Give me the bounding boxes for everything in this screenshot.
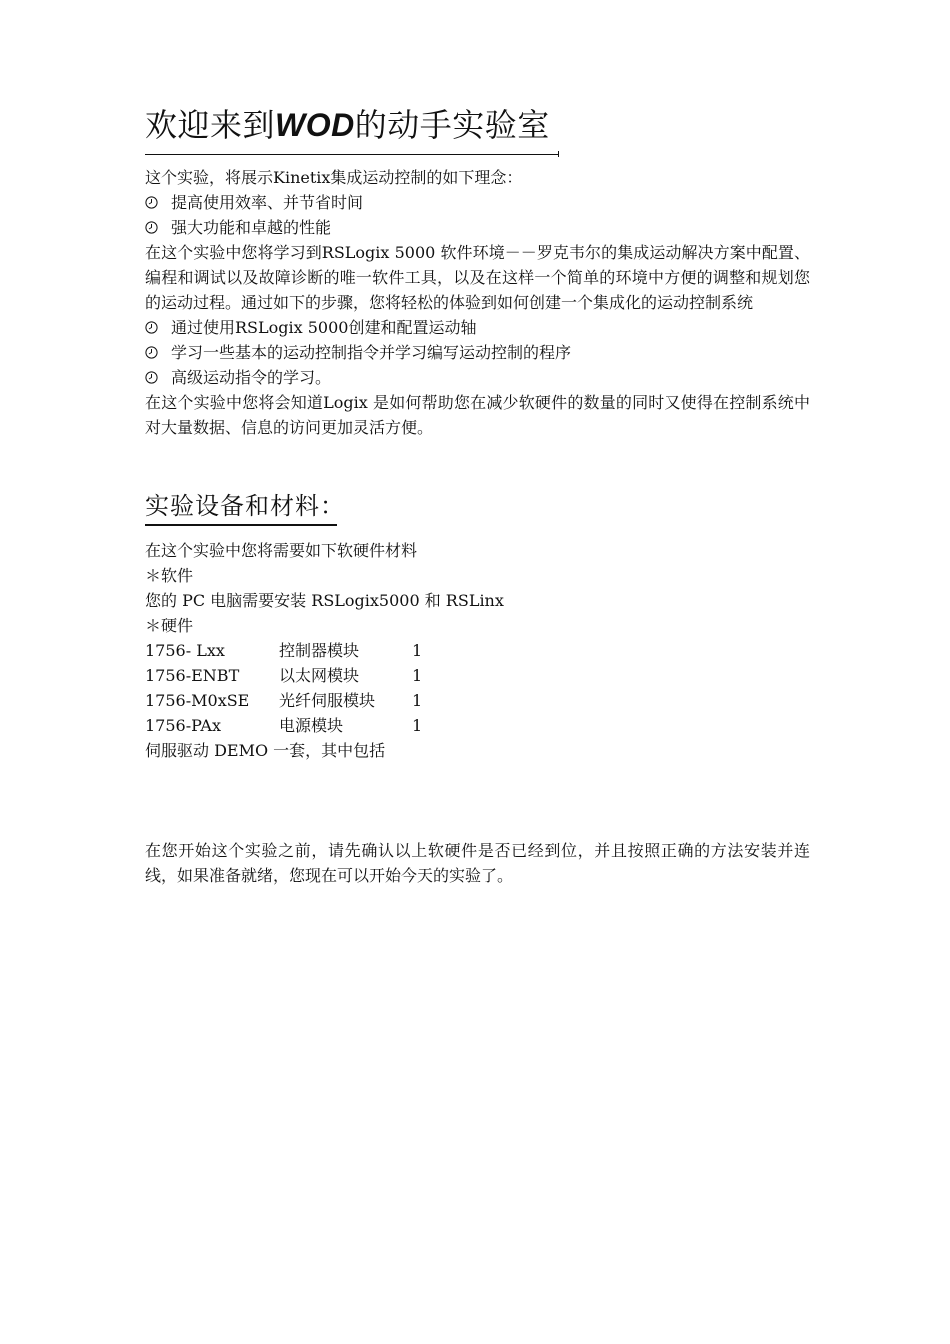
equipment-section bbox=[145, 538, 810, 763]
hardware-qty: 1 bbox=[412, 691, 423, 710]
title-underline-end bbox=[558, 151, 559, 157]
equipment-heading-underline bbox=[145, 524, 337, 526]
step-item bbox=[145, 315, 810, 340]
hardware-row bbox=[145, 688, 810, 713]
concept-item bbox=[145, 215, 810, 240]
hardware-row bbox=[145, 638, 810, 663]
step-label: 高级运动指令的学习。 bbox=[171, 368, 332, 387]
hardware-name: 光纤伺服模块 bbox=[279, 691, 376, 710]
step-label: 学习一些基本的运动控制指令并学习编写运动控制的程序 bbox=[171, 343, 572, 362]
title-prefix: 欢迎来到 bbox=[145, 106, 276, 144]
hardware-qty: 1 bbox=[412, 641, 423, 660]
clock-icon bbox=[145, 371, 158, 384]
hardware-row bbox=[145, 713, 810, 738]
concept-item bbox=[145, 190, 810, 215]
clock-icon bbox=[145, 196, 158, 209]
hardware-name: 以太网模块 bbox=[279, 666, 360, 685]
concept-label: 强大功能和卓越的性能 bbox=[171, 218, 332, 237]
hardware-qty: 1 bbox=[412, 666, 423, 685]
clock-icon bbox=[145, 321, 158, 334]
hardware-name: 控制器模块 bbox=[279, 641, 360, 660]
hardware-row bbox=[145, 663, 810, 688]
title-brand: WOD bbox=[275, 107, 355, 143]
servo-text: 伺服驱动 DEMO 一套，其中包括 bbox=[145, 741, 386, 760]
concept-label: 提高使用效率、并节省时间 bbox=[171, 193, 364, 212]
hardware-part: 1756-PAx bbox=[145, 716, 221, 735]
title-suffix: 的动手实验室 bbox=[354, 106, 550, 144]
intro-closing: 在这个实验中您将会知道Logix 是如何帮助您在减少软硬件的数量的同时又使得在控制系统中对大量数据、信息的访问更加灵活方便。 bbox=[145, 393, 810, 437]
equipment-heading: 实验设备和材料： bbox=[145, 492, 345, 520]
title-underline bbox=[145, 154, 559, 155]
software-text: 您的 PC 电脑需要安装 RSLogix5000 和 RSLinx bbox=[145, 591, 504, 610]
hardware-name: 电源模块 bbox=[279, 716, 344, 735]
page-title bbox=[145, 103, 550, 147]
step-item bbox=[145, 365, 810, 390]
hardware-part: 1756-ENBT bbox=[145, 666, 240, 685]
intro-paragraph: 在这个实验中您将学习到RSLogix 5000 软件环境－－罗克韦尔的集成运动解决方案中配置、编程和调试以及故障诊断的唯一软件工具，以及在这样一个简单的环境中方便的调整和规划您的运动过程。通过如下的步骤，您将轻松的体验到如何创建一个集成化的运动控制系统 bbox=[145, 243, 810, 312]
hardware-qty: 1 bbox=[412, 716, 423, 735]
step-item bbox=[145, 340, 810, 365]
intro-lead: 这个实验，将展示Kinetix集成运动控制的如下理念： bbox=[145, 168, 523, 187]
final-note: 在您开始这个实验之前，请先确认以上软硬件是否已经到位，并且按照正确的方法安装并连线，如果准备就绪，您现在可以开始今天的实验了。 bbox=[145, 841, 810, 885]
hardware-label: ＊硬件 bbox=[145, 616, 194, 635]
clock-icon bbox=[145, 346, 158, 359]
clock-icon bbox=[145, 221, 158, 234]
hardware-part: 1756- Lxx bbox=[145, 641, 225, 660]
intro-section bbox=[145, 165, 810, 440]
software-label: ＊软件 bbox=[145, 566, 194, 585]
equipment-lead: 在这个实验中您将需要如下软硬件材料 bbox=[145, 541, 418, 560]
step-label: 通过使用RSLogix 5000创建和配置运动轴 bbox=[171, 318, 477, 337]
hardware-part: 1756-M0xSE bbox=[145, 691, 250, 710]
